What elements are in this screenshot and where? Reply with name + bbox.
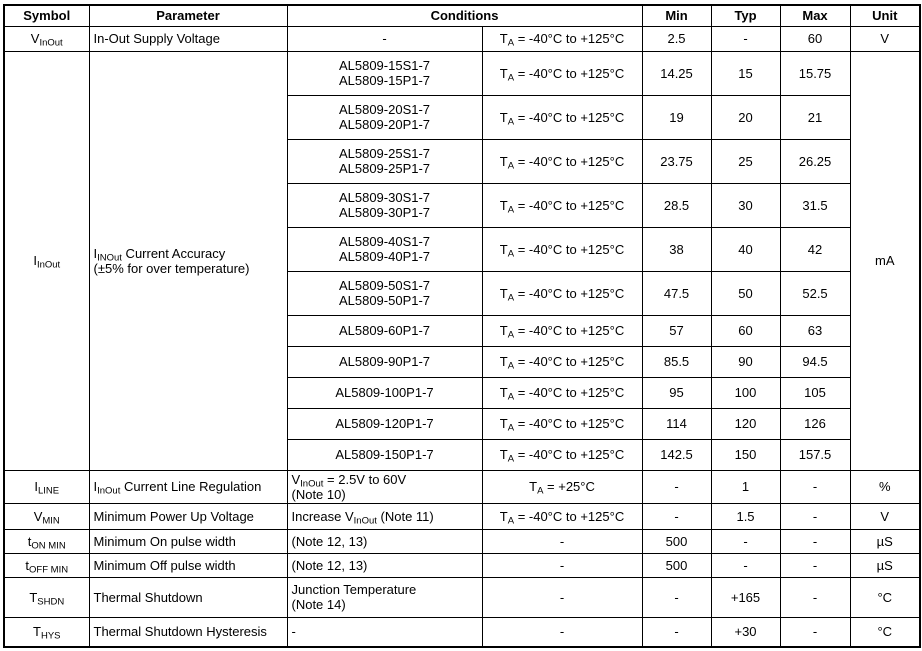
parameter-cell: Thermal Shutdown Hysteresis: [89, 617, 287, 647]
parameter-line1: [94, 246, 285, 261]
conditions-part-cell: -: [287, 617, 482, 647]
min-cell: 85.5: [642, 346, 711, 377]
part-number: AL5809-30S1-7: [338, 190, 431, 205]
col-header-symbol: Symbol: [4, 5, 89, 26]
min-cell: 19: [642, 95, 711, 139]
ta-post: = -40°C to +125°C: [514, 109, 625, 125]
typ-cell: -: [711, 26, 780, 51]
ta-sub: A: [537, 485, 544, 497]
conditions-part-cell: [287, 271, 482, 315]
conditions-part-cell: (Note 12, 13): [287, 529, 482, 553]
conditions-part-cell: [287, 315, 482, 346]
conditions-part-cell: [287, 139, 482, 183]
conditions-temp-cell: -: [482, 617, 642, 647]
min-cell: -: [642, 577, 711, 617]
symbol-cell: [4, 470, 89, 503]
min-cell: -: [642, 617, 711, 647]
part-number: AL5809-20P1-7: [338, 117, 431, 132]
min-cell: 28.5: [642, 183, 711, 227]
max-cell: 31.5: [780, 183, 850, 227]
conditions-part-cell: [287, 183, 482, 227]
typ-cell: 30: [711, 183, 780, 227]
col-header-typ: Typ: [711, 5, 780, 26]
conditions-temp-cell: [482, 26, 642, 51]
ta-post: = -40°C to +125°C: [514, 65, 625, 81]
ta-sub: A: [507, 116, 515, 127]
ta-post: = -40°C to +125°C: [514, 323, 625, 338]
row-tonmin: [4, 529, 920, 553]
condition-line2: (Note 10): [291, 486, 346, 502]
parameter-line2: (±5% for over temperature): [93, 260, 250, 276]
part-number: AL5809-25P1-7: [338, 161, 431, 176]
param-post: Current Line Regulation: [120, 479, 262, 494]
unit-cell: V: [850, 26, 920, 51]
symbol-sub: MIN: [42, 515, 60, 526]
conditions-part-cell: [287, 95, 482, 139]
parameter-cell: Minimum Off pulse width: [89, 553, 287, 577]
max-cell: 26.25: [780, 139, 850, 183]
row-vinout: [4, 26, 920, 51]
conditions-part-cell: [287, 439, 482, 470]
symbol-sub: LINE: [38, 485, 60, 497]
typ-cell: 20: [711, 95, 780, 139]
part-number: AL5809-100P1-7: [335, 385, 434, 400]
typ-cell: 150: [711, 439, 780, 470]
part-number: AL5809-60P1-7: [338, 323, 431, 338]
conditions-temp-cell: [482, 183, 642, 227]
max-cell: 60: [780, 26, 850, 51]
ta-pre: T: [499, 31, 508, 46]
conditions-part-cell: [287, 377, 482, 408]
param-sub: InOut: [97, 485, 121, 497]
min-cell: 500: [642, 529, 711, 553]
parameter-cell: Minimum Power Up Voltage: [89, 503, 287, 529]
max-cell: -: [780, 617, 850, 647]
conditions-part-cell: [287, 577, 482, 617]
condition-line1: Junction Temperature: [291, 582, 417, 597]
ta-sub: A: [507, 453, 515, 465]
typ-cell: -: [711, 553, 780, 577]
ta-sub: A: [507, 329, 515, 341]
ta-pre: T: [499, 447, 508, 462]
ta-pre: T: [499, 197, 508, 213]
parameter-cell: Minimum On pulse width: [89, 529, 287, 553]
unit-cell: µS: [850, 529, 920, 553]
col-header-unit: Unit: [850, 5, 920, 26]
parameter-cell: In-Out Supply Voltage: [89, 26, 287, 51]
ta-pre: T: [499, 354, 508, 369]
header-row: [4, 5, 920, 26]
unit-cell: °C: [850, 577, 920, 617]
conditions-temp-cell: [482, 346, 642, 377]
param-pre: I: [93, 245, 98, 261]
symbol-main: t: [25, 557, 30, 573]
max-cell: 63: [780, 315, 850, 346]
min-cell: 47.5: [642, 271, 711, 315]
unit-cell: %: [850, 470, 920, 503]
col-header-parameter: Parameter: [89, 5, 287, 26]
conditions-part-cell: [287, 503, 482, 529]
ta-post: = -40°C to +125°C: [514, 354, 625, 369]
conditions-temp-cell: [482, 227, 642, 271]
part-number: AL5809-50P1-7: [338, 293, 431, 308]
min-cell: 2.5: [642, 26, 711, 51]
conditions-part-cell: [287, 346, 482, 377]
symbol-sub: InOut: [39, 37, 63, 49]
max-cell: -: [780, 553, 850, 577]
ta-post: = -40°C to +125°C: [514, 508, 625, 524]
ta-pre: T: [499, 153, 508, 169]
symbol-main: V: [30, 31, 40, 46]
ta-pre: T: [499, 65, 508, 81]
max-cell: -: [780, 577, 850, 617]
part-number: AL5809-150P1-7: [335, 447, 434, 462]
max-cell: -: [780, 503, 850, 529]
typ-cell: 40: [711, 227, 780, 271]
part-number: AL5809-15S1-7: [338, 58, 431, 73]
min-cell: 114: [642, 408, 711, 439]
symbol-main: T: [33, 624, 41, 640]
row-toffmin: [4, 553, 920, 577]
symbol-main: I: [34, 479, 38, 494]
ta-pre: T: [499, 416, 508, 431]
conditions-temp-cell: [482, 271, 642, 315]
part-number: AL5809-30P1-7: [338, 205, 431, 220]
max-cell: 21: [780, 95, 850, 139]
cond-sub: InOut: [300, 478, 324, 489]
max-cell: 42: [780, 227, 850, 271]
min-cell: 95: [642, 377, 711, 408]
conditions-temp-cell: [482, 377, 642, 408]
symbol-sub: InOut: [36, 259, 61, 271]
symbol-cell: [4, 51, 89, 470]
min-cell: -: [642, 503, 711, 529]
min-cell: 142.5: [642, 439, 711, 470]
ta-sub: A: [507, 391, 515, 403]
max-cell: 157.5: [780, 439, 850, 470]
symbol-sub: ON MIN: [31, 540, 66, 551]
row-iinout-15: [4, 51, 920, 95]
row-thys: [4, 617, 920, 647]
max-cell: 15.75: [780, 51, 850, 95]
ta-sub: A: [507, 360, 515, 372]
symbol-cell: [4, 577, 89, 617]
max-cell: 52.5: [780, 271, 850, 315]
cond-post: = 2.5V to 60V: [323, 471, 407, 487]
ta-pre: T: [499, 508, 508, 524]
part-number: AL5809-15P1-7: [338, 73, 431, 88]
max-cell: 94.5: [780, 346, 850, 377]
ta-post: = -40°C to +125°C: [514, 416, 625, 431]
symbol-sub: HYS: [40, 630, 61, 642]
parameter-cell: [89, 470, 287, 503]
ta-post: = +25°C: [543, 479, 595, 494]
ta-pre: T: [499, 285, 508, 301]
condition-line2: (Note 14): [291, 597, 346, 612]
conditions-part-cell: [287, 408, 482, 439]
max-cell: -: [780, 470, 850, 503]
part-number: AL5809-40S1-7: [338, 234, 431, 249]
min-cell: 14.25: [642, 51, 711, 95]
ta-post: = -40°C to +125°C: [514, 447, 625, 462]
conditions-temp-cell: [482, 95, 642, 139]
conditions-temp-cell: [482, 315, 642, 346]
param-pre: I: [93, 479, 98, 494]
symbol-cell: [4, 617, 89, 647]
ta-sub: A: [507, 248, 515, 259]
part-number: AL5809-50S1-7: [338, 278, 431, 293]
conditions-temp-cell: [482, 408, 642, 439]
ta-pre: T: [499, 323, 508, 338]
cond-post: (Note 11): [376, 508, 434, 524]
typ-cell: 60: [711, 315, 780, 346]
max-cell: 126: [780, 408, 850, 439]
symbol-main: t: [27, 533, 32, 549]
part-number: AL5809-20S1-7: [338, 102, 431, 117]
symbol-main: T: [29, 589, 38, 605]
conditions-temp-cell: [482, 51, 642, 95]
symbol-main: I: [33, 253, 37, 268]
typ-cell: 120: [711, 408, 780, 439]
part-number: AL5809-120P1-7: [335, 416, 434, 431]
ta-post: = -40°C to +125°C: [514, 241, 625, 257]
symbol-cell: [4, 529, 89, 553]
max-cell: 105: [780, 377, 850, 408]
conditions-part-cell: (Note 12, 13): [287, 553, 482, 577]
part-number: AL5809-90P1-7: [338, 354, 431, 369]
symbol-cell: [4, 26, 89, 51]
conditions-temp-cell: [482, 503, 642, 529]
conditions-temp-cell: -: [482, 553, 642, 577]
typ-cell: 1.5: [711, 503, 780, 529]
ta-pre: T: [499, 241, 508, 257]
typ-cell: +165: [711, 577, 780, 617]
symbol-cell: [4, 503, 89, 529]
ta-sub: A: [507, 204, 515, 215]
ta-pre: T: [529, 479, 538, 494]
ta-post: = -40°C to +125°C: [514, 31, 625, 46]
typ-cell: 50: [711, 271, 780, 315]
ta-post: = -40°C to +125°C: [514, 285, 625, 301]
conditions-part-cell: [287, 470, 482, 503]
row-tshdn: [4, 577, 920, 617]
conditions-part-cell: [287, 227, 482, 271]
ta-post: = -40°C to +125°C: [514, 153, 625, 169]
symbol-sub: OFF MIN: [29, 564, 69, 575]
ta-pre: T: [499, 109, 508, 125]
part-number: AL5809-40P1-7: [338, 249, 431, 264]
ta-post: = -40°C to +125°C: [514, 197, 625, 213]
ta-sub: A: [507, 292, 515, 303]
parameter-cell: [89, 51, 287, 470]
typ-cell: 15: [711, 51, 780, 95]
conditions-temp-cell: [482, 439, 642, 470]
conditions-temp-cell: [482, 139, 642, 183]
symbol-cell: [4, 553, 89, 577]
ta-sub: A: [507, 37, 515, 49]
row-iline: [4, 470, 920, 503]
unit-cell: °C: [850, 617, 920, 647]
min-cell: -: [642, 470, 711, 503]
unit-cell: µS: [850, 553, 920, 577]
col-header-min: Min: [642, 5, 711, 26]
min-cell: 23.75: [642, 139, 711, 183]
conditions-part-cell: -: [287, 26, 482, 51]
typ-cell: 100: [711, 377, 780, 408]
typ-cell: 1: [711, 470, 780, 503]
col-header-conditions: Conditions: [287, 5, 642, 26]
parameter-cell: Thermal Shutdown: [89, 577, 287, 617]
min-cell: 38: [642, 227, 711, 271]
col-header-max: Max: [780, 5, 850, 26]
symbol-main: V: [33, 508, 43, 524]
ta-sub: A: [507, 160, 515, 171]
typ-cell: -: [711, 529, 780, 553]
conditions-part-cell: [287, 51, 482, 95]
min-cell: 57: [642, 315, 711, 346]
typ-cell: +30: [711, 617, 780, 647]
ta-post: = -40°C to +125°C: [514, 385, 625, 400]
param-sub: INOut: [97, 252, 122, 263]
ta-sub: A: [507, 72, 515, 83]
cond-pre: Increase V: [291, 508, 354, 524]
typ-cell: 25: [711, 139, 780, 183]
condition-line1: [292, 472, 480, 487]
cond-pre: V: [291, 471, 301, 487]
typ-cell: 90: [711, 346, 780, 377]
param-post: Current Accuracy: [121, 245, 226, 261]
spec-table: [3, 4, 921, 648]
conditions-temp-cell: -: [482, 529, 642, 553]
unit-cell: V: [850, 503, 920, 529]
min-cell: 500: [642, 553, 711, 577]
max-cell: -: [780, 529, 850, 553]
part-number: AL5809-25S1-7: [338, 146, 431, 161]
conditions-temp-cell: [482, 470, 642, 503]
ta-pre: T: [499, 385, 508, 400]
ta-sub: A: [507, 515, 515, 526]
cond-sub: InOut: [353, 515, 377, 526]
unit-cell: mA: [850, 51, 920, 470]
symbol-sub: SHDN: [37, 596, 65, 607]
conditions-temp-cell: -: [482, 577, 642, 617]
row-vmin: [4, 503, 920, 529]
ta-sub: A: [507, 422, 515, 434]
